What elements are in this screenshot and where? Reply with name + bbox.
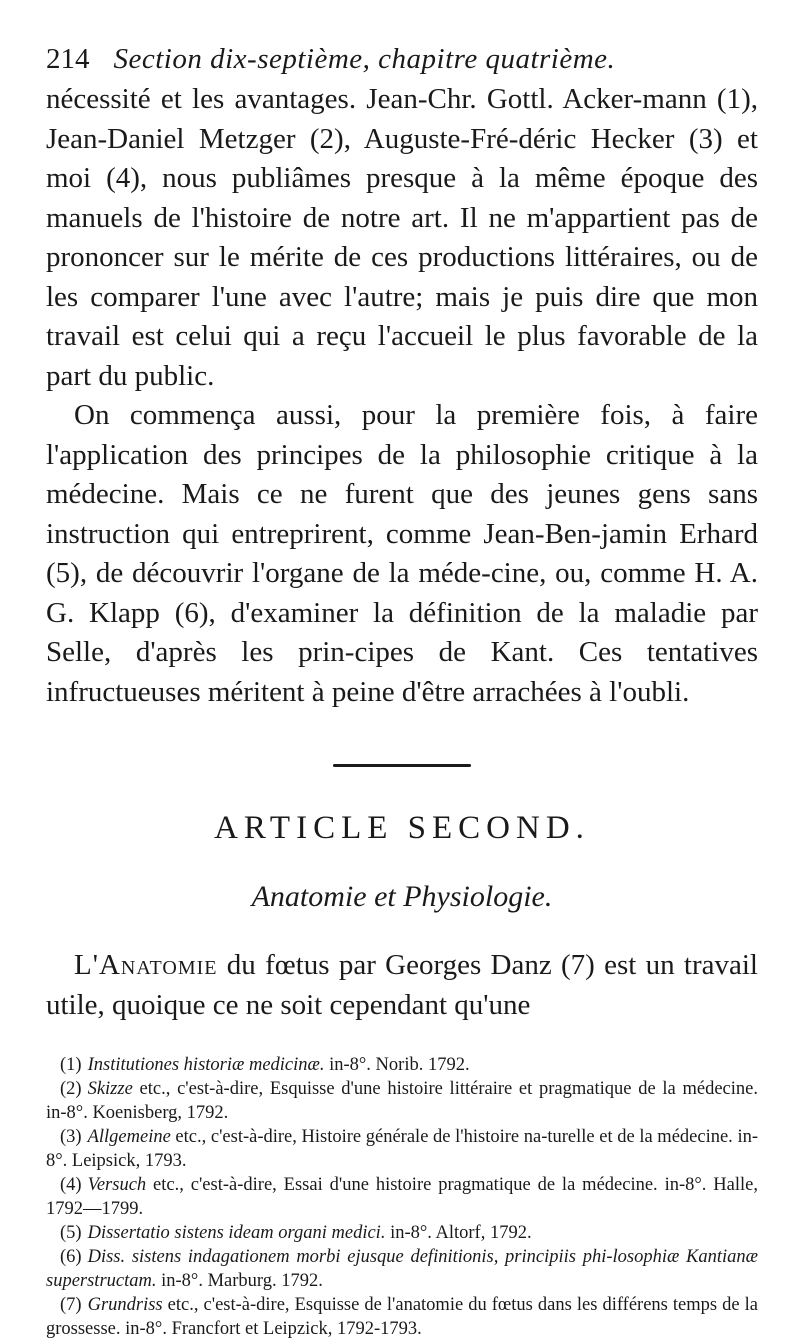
section-divider	[46, 760, 758, 770]
footnote: (6) Diss. sistens indagationem morbi ejusque definitionis, principiis phi-losophiæ Kantianæ superstructam. in-8°. Marburg. 1792.	[46, 1247, 758, 1291]
footnote: (4) Versuch etc., c'est-à-dire, Essai d'une histoire pragmatique de la médecine. in-8°. Halle, 1792—1799.	[46, 1175, 758, 1219]
divider-rule	[333, 764, 471, 767]
paragraph-2: On commença aussi, pour la première fois, à faire l'application des principes de la philosophie critique à la médecine. Mais ce ne furent que des jeunes gens sans instruction qui entreprirent, comme Jean-Ben-jamin Erhard (5), de découvrir l'organe de la méde-cine, ou, comme H. A. G. Klapp (6), d'examiner la définition de la maladie par Selle, d'après les prin-cipes de Kant. Ces tentatives infructueuses méritent à peine d'être arrachées à l'oubli.	[46, 399, 758, 708]
article-title: ARTICLE SECOND.	[214, 810, 590, 846]
footnote: (5) Dissertatio sistens ideam organi medici. in-8°. Altorf, 1792.	[60, 1223, 532, 1243]
lead-smallcaps: L'Anatomie	[74, 949, 218, 981]
page-number: 214	[46, 43, 90, 75]
footnote: (3) Allgemeine etc., c'est-à-dire, Histoire générale de l'histoire na-turelle et de la médecine. in-8°. Leipsick, 1793.	[46, 1127, 758, 1171]
running-title: Section dix-septième, chapitre quatrième.	[113, 43, 616, 75]
lead-paragraph	[46, 946, 758, 1025]
footnotes	[46, 1053, 758, 1341]
footnote: (1) Institutiones historiæ medicinæ. in-8°. Norib. 1792.	[60, 1055, 470, 1075]
running-header	[46, 40, 758, 80]
paragraph-1: nécessité et les avantages. Jean-Chr. Gottl. Acker-mann (1), Jean-Daniel Metzger (2), Auguste-Fré-déric Hecker (3) et moi (4), nous publiâmes presque à la même époque des manuels de l'histoire de notre art. Il ne m'appartient pas de prononcer sur le mérite de ces productions littéraires, ou de les comparer l'une avec l'autre; mais je puis dire que mon travail est celui qui a reçu l'accueil le plus favorable de la part du public.	[46, 83, 758, 392]
article-subtitle: Anatomie et Physiologie.	[251, 880, 553, 913]
footnote: (2) Skizze etc., c'est-à-dire, Esquisse d'une histoire littéraire et pragmatique de la médecine. in-8°. Koenisberg, 1792.	[46, 1079, 758, 1123]
footnote: (7) Grundriss etc., c'est-à-dire, Esquisse de l'anatomie du fœtus dans les différens temps de la grossesse. in-8°. Francfort et Leipzick, 1792-1793.	[46, 1295, 758, 1339]
lead-text: du fœtus par Georges Danz (7) est un travail utile, quoique ce ne soit cependant qu'une	[46, 949, 758, 1021]
main-text	[46, 80, 758, 712]
